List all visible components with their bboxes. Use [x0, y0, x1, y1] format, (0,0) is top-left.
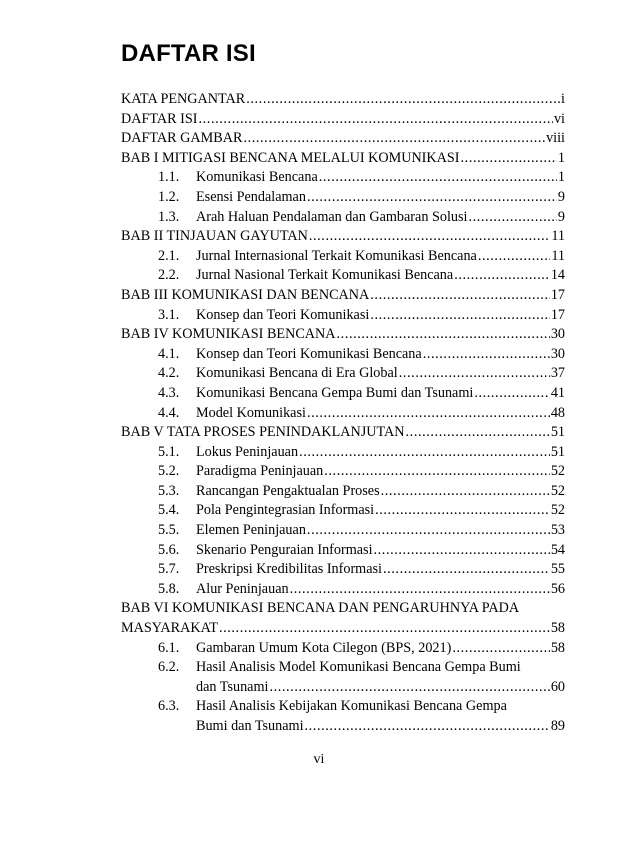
- toc-entry[interactable]: [121, 404, 565, 424]
- toc-entry-text: Gambaran Umum Kota Cilegon (BPS, 2021): [196, 639, 452, 656]
- toc-entry[interactable]: [121, 325, 565, 345]
- toc-entry-text: Komunikasi Bencana Gempa Bumi dan Tsunami: [196, 384, 474, 401]
- toc-entry-text: dan Tsunami: [196, 678, 269, 695]
- leader-dots: [381, 482, 550, 502]
- toc-entry-page: 1: [557, 149, 565, 166]
- leader-dots: [461, 149, 557, 169]
- page-title: DAFTAR ISI: [121, 40, 256, 67]
- toc-entry-page: 58: [550, 639, 565, 656]
- toc-entry-page: 55: [550, 561, 565, 578]
- toc-entry-page: 52: [550, 482, 565, 499]
- toc-entry[interactable]: [121, 266, 565, 286]
- toc-entry-text: DAFTAR ISI: [121, 110, 198, 127]
- leader-dots: [452, 639, 549, 659]
- toc-entry-number: 2.2.: [158, 267, 180, 284]
- leader-dots: [478, 247, 550, 267]
- toc-entry[interactable]: [121, 345, 565, 365]
- leader-dots: [246, 90, 560, 110]
- toc-entry-number: 1.2.: [158, 188, 180, 205]
- toc-entry-number: 5.4.: [158, 502, 180, 519]
- toc-entry-page: 58: [550, 620, 565, 637]
- toc-entry-number: 5.8.: [158, 580, 180, 597]
- toc-entry-number: 1.1.: [158, 169, 180, 186]
- toc-entry-number: 3.1.: [158, 306, 180, 323]
- toc-entry-page: 9: [557, 188, 565, 205]
- toc-entry-page: vi: [553, 110, 565, 127]
- toc-entry-number: 4.3.: [158, 384, 180, 401]
- toc-entry-number: 4.2.: [158, 365, 180, 382]
- toc-entry[interactable]: [121, 306, 565, 326]
- leader-dots: [305, 717, 550, 737]
- leader-dots: [383, 560, 550, 580]
- toc-entry-6-1[interactable]: [121, 639, 565, 659]
- leader-dots: [219, 619, 550, 639]
- toc-entry[interactable]: [121, 482, 565, 502]
- toc-entry-text: Rancangan Pengaktualan Proses: [196, 482, 380, 499]
- toc-entry-6-2-line1[interactable]: [121, 658, 565, 678]
- toc-entry-text: Preskripsi Kredibilitas Informasi: [196, 561, 382, 578]
- leader-dots: [299, 443, 550, 463]
- leader-dots: [423, 345, 550, 365]
- toc-entry-text: Model Komunikasi: [196, 404, 306, 421]
- footer-page-number: vi: [313, 752, 325, 767]
- toc-entry-page: 48: [550, 404, 565, 421]
- toc-entry-number: 4.4.: [158, 404, 180, 421]
- leader-dots: [243, 129, 545, 149]
- toc-entry-page: 11: [551, 247, 565, 264]
- toc-entry[interactable]: [121, 560, 565, 580]
- toc-entry-text: Pola Pengintegrasian Informasi: [196, 502, 375, 519]
- toc-entry-text: BAB VI KOMUNIKASI BENCANA DAN PENGARUHNYA PADA: [121, 600, 520, 617]
- toc-entry-page: 52: [550, 463, 565, 480]
- toc-entry-number: 1.3.: [158, 208, 180, 225]
- leader-dots: [307, 521, 550, 541]
- toc-entry-bab6-line1[interactable]: [121, 599, 565, 619]
- toc-entry-page: 51: [550, 424, 565, 441]
- toc-entry-text: Jurnal Internasional Terkait Komunikasi Bencana: [196, 247, 477, 264]
- toc-entry-text: Elemen Peninjauan: [196, 522, 306, 539]
- leader-dots: [307, 404, 550, 424]
- toc-entry[interactable]: [121, 208, 565, 228]
- toc-entry-number: 6.1.: [158, 639, 180, 656]
- leader-dots: [319, 168, 557, 188]
- table-of-contents: [121, 90, 565, 737]
- toc-entry[interactable]: [121, 443, 565, 463]
- toc-entry-number: 5.2.: [158, 463, 180, 480]
- toc-entry-number: 5.7.: [158, 561, 180, 578]
- toc-entry-number: 6.2.: [158, 659, 180, 676]
- toc-entry-number: 5.1.: [158, 443, 180, 460]
- toc-entry[interactable]: [121, 149, 565, 169]
- toc-entry[interactable]: [121, 227, 565, 247]
- toc-entry-page: 53: [550, 522, 565, 539]
- toc-entry-page: 56: [550, 580, 565, 597]
- leader-dots: [406, 423, 550, 443]
- leader-dots: [370, 286, 550, 306]
- toc-entry-number: 5.5.: [158, 522, 180, 539]
- toc-entry-page: 89: [550, 718, 565, 734]
- leader-dots: [454, 266, 550, 286]
- toc-entry-page: 17: [550, 306, 565, 323]
- toc-entry-text: BAB III KOMUNIKASI DAN BENCANA: [121, 286, 370, 303]
- toc-entry-6-2-line2[interactable]: [121, 678, 565, 698]
- leader-dots: [375, 501, 550, 521]
- toc-entry-page: i: [561, 91, 565, 107]
- leader-dots: [307, 188, 557, 208]
- toc-entry-page: 60: [550, 678, 565, 695]
- toc-entry[interactable]: [121, 110, 565, 130]
- toc-entry-text: Arah Haluan Pendalaman dan Gambaran Solusi: [196, 208, 468, 225]
- leader-dots: [374, 541, 550, 561]
- toc-entry-6-3-line1[interactable]: [121, 697, 565, 717]
- toc-entry-text: Hasil Analisis Model Komunikasi Bencana Gempa Bumi: [196, 659, 521, 676]
- leader-dots: [468, 208, 556, 228]
- toc-entry-text: Bumi dan Tsunami: [196, 718, 304, 734]
- toc-entry-page: 52: [550, 502, 565, 519]
- toc-entry-number: 4.1.: [158, 345, 180, 362]
- toc-entry-text: DAFTAR GAMBAR: [121, 130, 243, 147]
- toc-entry-page: 9: [557, 208, 565, 225]
- toc-entry-number: 2.1.: [158, 247, 180, 264]
- toc-entry-text: Esensi Pendalaman: [196, 188, 306, 205]
- toc-entry[interactable]: [121, 541, 565, 561]
- toc-entry-text: BAB IV KOMUNIKASI BENCANA: [121, 326, 336, 343]
- toc-entry[interactable]: [121, 90, 565, 110]
- leader-dots: [399, 364, 550, 384]
- toc-entry-page: 30: [550, 345, 565, 362]
- toc-entry[interactable]: [121, 168, 565, 188]
- leader-dots: [324, 462, 550, 482]
- toc-entry-page: 14: [550, 267, 565, 284]
- toc-entry-text: Hasil Analisis Kebijakan Komunikasi Bencana Gempa: [196, 698, 507, 715]
- toc-entry-bab6-line2[interactable]: [121, 619, 565, 639]
- toc-entry-text: Komunikasi Bencana di Era Global: [196, 365, 398, 382]
- toc-entry-page: 51: [550, 443, 565, 460]
- toc-entry[interactable]: [121, 501, 565, 521]
- toc-entry-text: Paradigma Peninjauan: [196, 463, 324, 480]
- toc-entry-text: BAB I MITIGASI BENCANA MELALUI KOMUNIKASI: [121, 149, 460, 166]
- toc-entry-number: 5.6.: [158, 541, 180, 558]
- toc-entry-text: BAB V TATA PROSES PENINDAKLANJUTAN: [121, 424, 405, 441]
- toc-entry[interactable]: [121, 364, 565, 384]
- toc-entry-number: 5.3.: [158, 482, 180, 499]
- toc-entry-page: 1: [557, 169, 565, 186]
- toc-entry[interactable]: [121, 423, 565, 443]
- toc-entry-page: 54: [550, 541, 565, 558]
- toc-entry-page: 37: [550, 365, 565, 382]
- toc-entry-page: viii: [546, 130, 565, 147]
- toc-entry-page: 41: [550, 384, 565, 401]
- toc-entry-text: BAB II TINJAUAN GAYUTAN: [121, 228, 308, 245]
- toc-entry[interactable]: [121, 384, 565, 404]
- toc-entry-text: Jurnal Nasional Terkait Komunikasi Bencana: [196, 267, 454, 284]
- toc-entry-text: KATA PENGANTAR: [121, 91, 246, 107]
- leader-dots: [309, 227, 550, 247]
- leader-dots: [269, 678, 549, 698]
- toc-entry-text: Lokus Peninjauan: [196, 443, 299, 460]
- toc-entry[interactable]: [121, 188, 565, 208]
- leader-dots: [199, 110, 553, 130]
- toc-entry-text: Alur Peninjauan: [196, 580, 289, 597]
- toc-entry-6-3-line2[interactable]: [121, 717, 565, 737]
- toc-entry[interactable]: [121, 129, 565, 149]
- toc-entry-text: Konsep dan Teori Komunikasi: [196, 306, 370, 323]
- leader-dots: [337, 325, 550, 345]
- toc-entry[interactable]: [121, 462, 565, 482]
- toc-entry[interactable]: [121, 521, 565, 541]
- leader-dots: [290, 580, 550, 600]
- leader-dots: [474, 384, 549, 404]
- toc-entry-page: 17: [550, 286, 565, 303]
- toc-entry-text: Konsep dan Teori Komunikasi Bencana: [196, 345, 422, 362]
- toc-entry-text: MASYARAKAT: [121, 620, 218, 637]
- toc-entry-page: 11: [551, 228, 565, 245]
- toc-entry-text: Skenario Penguraian Informasi: [196, 541, 373, 558]
- toc-entry-page: 30: [550, 326, 565, 343]
- toc-entry-text: Komunikasi Bencana: [196, 169, 318, 186]
- toc-entry[interactable]: [121, 580, 565, 600]
- toc-entry-number: 6.3.: [158, 698, 180, 715]
- toc-entry[interactable]: [121, 247, 565, 267]
- leader-dots: [370, 306, 550, 326]
- toc-entry[interactable]: [121, 286, 565, 306]
